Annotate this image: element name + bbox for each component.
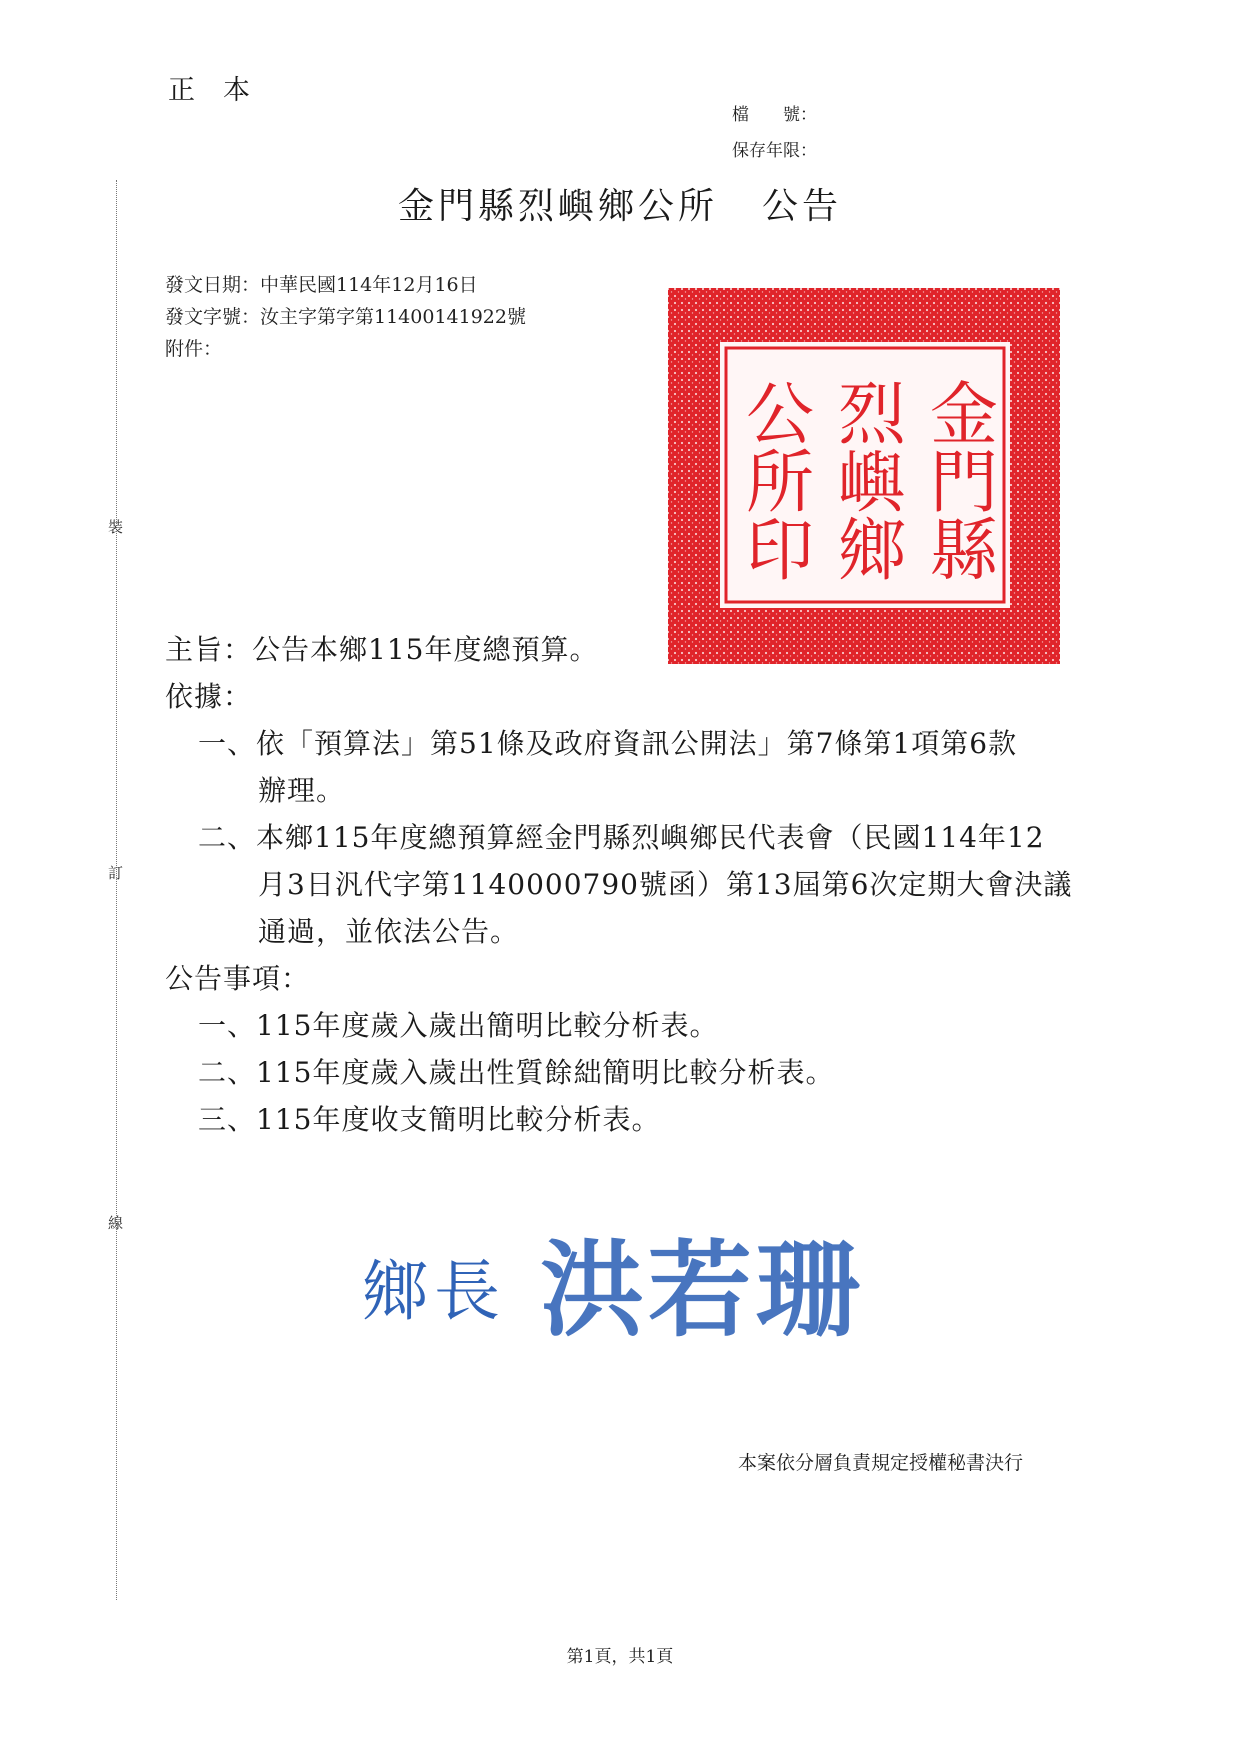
reference-number: 發文字號：汝主字第字第11400141922號: [165, 306, 526, 328]
basis-item-2-line2: 月3日汎代字第1140000790號函）第13屆第6次定期大會決議: [258, 868, 1073, 901]
notice-item-2: 二、115年度歲入歲出性質餘絀簡明比較分析表。: [198, 1056, 835, 1089]
signature-name: 洪若珊: [540, 1229, 865, 1348]
retention-label: 保存年限：: [732, 141, 817, 161]
page-title: [0, 178, 1240, 229]
basis-item-1-line2: 辦理。: [258, 774, 346, 807]
page-number: 第1頁，共1頁: [566, 1647, 674, 1667]
binding-mark-xian: 線: [108, 1214, 124, 1232]
subject: 主旨：公告本鄉115年度總預算。: [165, 633, 599, 666]
official-seal: [666, 286, 1062, 666]
notice-item-3: 三、115年度收支簡明比較分析表。: [198, 1103, 661, 1136]
binding-line: [116, 180, 117, 1600]
delegation-note: 本案依分層負責規定授權秘書決行: [738, 1452, 1024, 1474]
original-copy-mark: 正本: [168, 75, 278, 106]
notice-label: 公告事項：: [165, 962, 311, 995]
signature-title: 鄉長: [362, 1253, 506, 1330]
seal-text-col3: 公所印: [734, 378, 814, 582]
basis-item-2-line3: 通過，並依法公告。: [258, 915, 520, 948]
basis-item-1-line1: 一、依「預算法」第51條及政府資訊公開法」第7條第1項第6款: [198, 727, 1018, 760]
file-number-label: 檔 號：: [732, 105, 817, 125]
seal-text-col2: 烈嶼鄉: [826, 378, 906, 582]
seal-text-col1: 金門縣: [918, 378, 998, 582]
binding-mark-ding: 訂: [108, 864, 124, 882]
notice-item-1: 一、115年度歲入歲出簡明比較分析表。: [198, 1009, 719, 1042]
binding-mark-zhuang: 裝: [108, 518, 124, 536]
basis-item-2-line1: 二、本鄉115年度總預算經金門縣烈嶼鄉民代表會（民國114年12: [198, 821, 1045, 854]
doc-type: 公告: [762, 186, 843, 227]
attachment-label: 附件：: [165, 338, 223, 360]
signature-stamp: [360, 1218, 960, 1348]
basis-label: 依據：: [165, 680, 253, 713]
issue-date: 發文日期：中華民國114年12月16日: [165, 274, 478, 296]
agency-name: 金門縣烈嶼鄉公所: [397, 186, 718, 227]
